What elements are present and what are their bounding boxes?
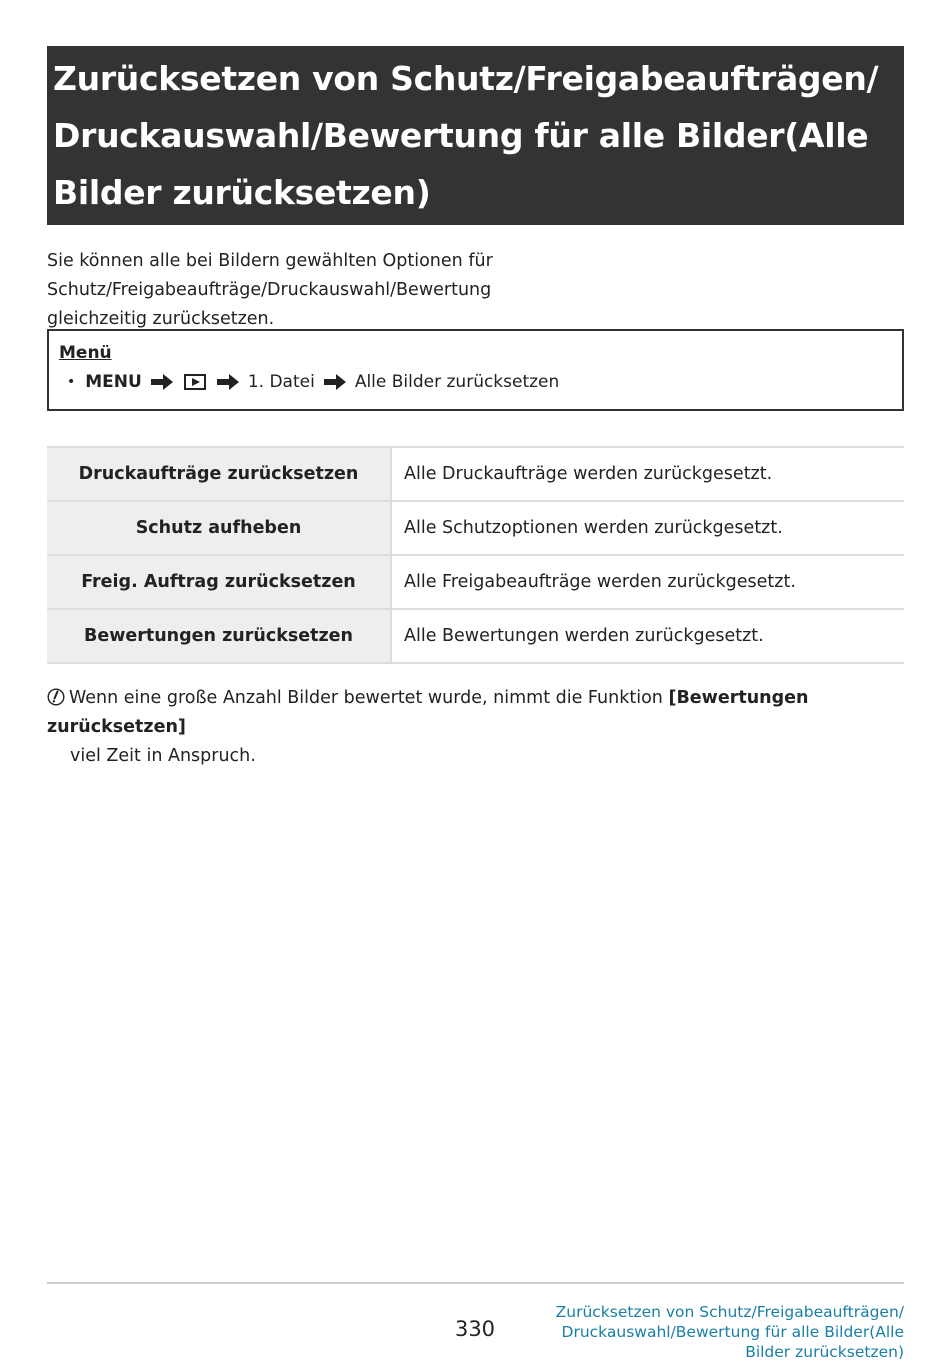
- footer-section-link[interactable]: [504, 1302, 904, 1362]
- menu-heading: Menü: [59, 343, 112, 363]
- page-title-line: Bilder zurücksetzen): [53, 173, 431, 212]
- menu-root: MENU: [85, 372, 142, 392]
- intro-paragraph: [47, 247, 907, 334]
- footer-divider: [47, 1282, 904, 1284]
- table-row: [47, 555, 904, 609]
- footer-title-line[interactable]: Druckauswahl/Bewertung für alle Bilder(Alle: [561, 1323, 904, 1341]
- page-number: 330: [454, 1317, 496, 1341]
- arrow-right-icon: [150, 373, 174, 391]
- option-name: Schutz aufheben: [47, 501, 391, 555]
- note-emphasis: [Bewertungen zurücksetzen]: [47, 688, 809, 737]
- note-text-continued: viel Zeit in Anspruch.: [70, 746, 256, 766]
- page-title-line: Druckauswahl/Bewertung für alle Bilder(Alle: [53, 116, 869, 155]
- menu-step-item: Alle Bilder zurücksetzen: [354, 372, 560, 392]
- footer-title-line[interactable]: Bilder zurücksetzen): [745, 1343, 904, 1361]
- options-table: [47, 446, 904, 664]
- menu-path-box: [47, 329, 904, 411]
- footer-title-line[interactable]: Zurücksetzen von Schutz/Freigabeaufträgen/: [555, 1303, 904, 1321]
- option-description: Alle Schutzoptionen werden zurückgesetzt.: [391, 501, 904, 555]
- playback-icon: [184, 374, 206, 390]
- option-name: Freig. Auftrag zurücksetzen: [47, 555, 391, 609]
- page-title-line: Zurücksetzen von Schutz/Freigabeaufträgen/: [53, 59, 879, 98]
- intro-line: gleichzeitig zurücksetzen.: [47, 309, 275, 329]
- option-description: Alle Bewertungen werden zurückgesetzt.: [391, 609, 904, 663]
- arrow-right-icon: [323, 373, 347, 391]
- option-description: Alle Druckaufträge werden zurückgesetzt.: [391, 447, 904, 501]
- page-title-banner: [47, 46, 904, 225]
- table-row: [47, 447, 904, 501]
- option-name: Druckaufträge zurücksetzen: [47, 447, 391, 501]
- option-name: Bewertungen zurücksetzen: [47, 609, 391, 663]
- arrow-right-icon: [216, 373, 240, 391]
- menu-step-tab: 1. Datei: [247, 372, 315, 392]
- intro-line: Sie können alle bei Bildern gewählten Optionen für Schutz/Freigabeaufträge/Druckauswahl/Bewertung: [47, 251, 493, 300]
- menu-path: [67, 367, 892, 397]
- table-row: [47, 501, 904, 555]
- option-description: Alle Freigabeaufträge werden zurückgesetzt.: [391, 555, 904, 609]
- caution-note: [47, 684, 907, 771]
- note-text: Wenn eine große Anzahl Bilder bewertet wurde, nimmt die Funktion: [69, 688, 669, 708]
- bullet: •: [67, 374, 76, 390]
- caution-icon: [47, 688, 65, 706]
- page-title: [53, 50, 894, 221]
- table-row: [47, 609, 904, 663]
